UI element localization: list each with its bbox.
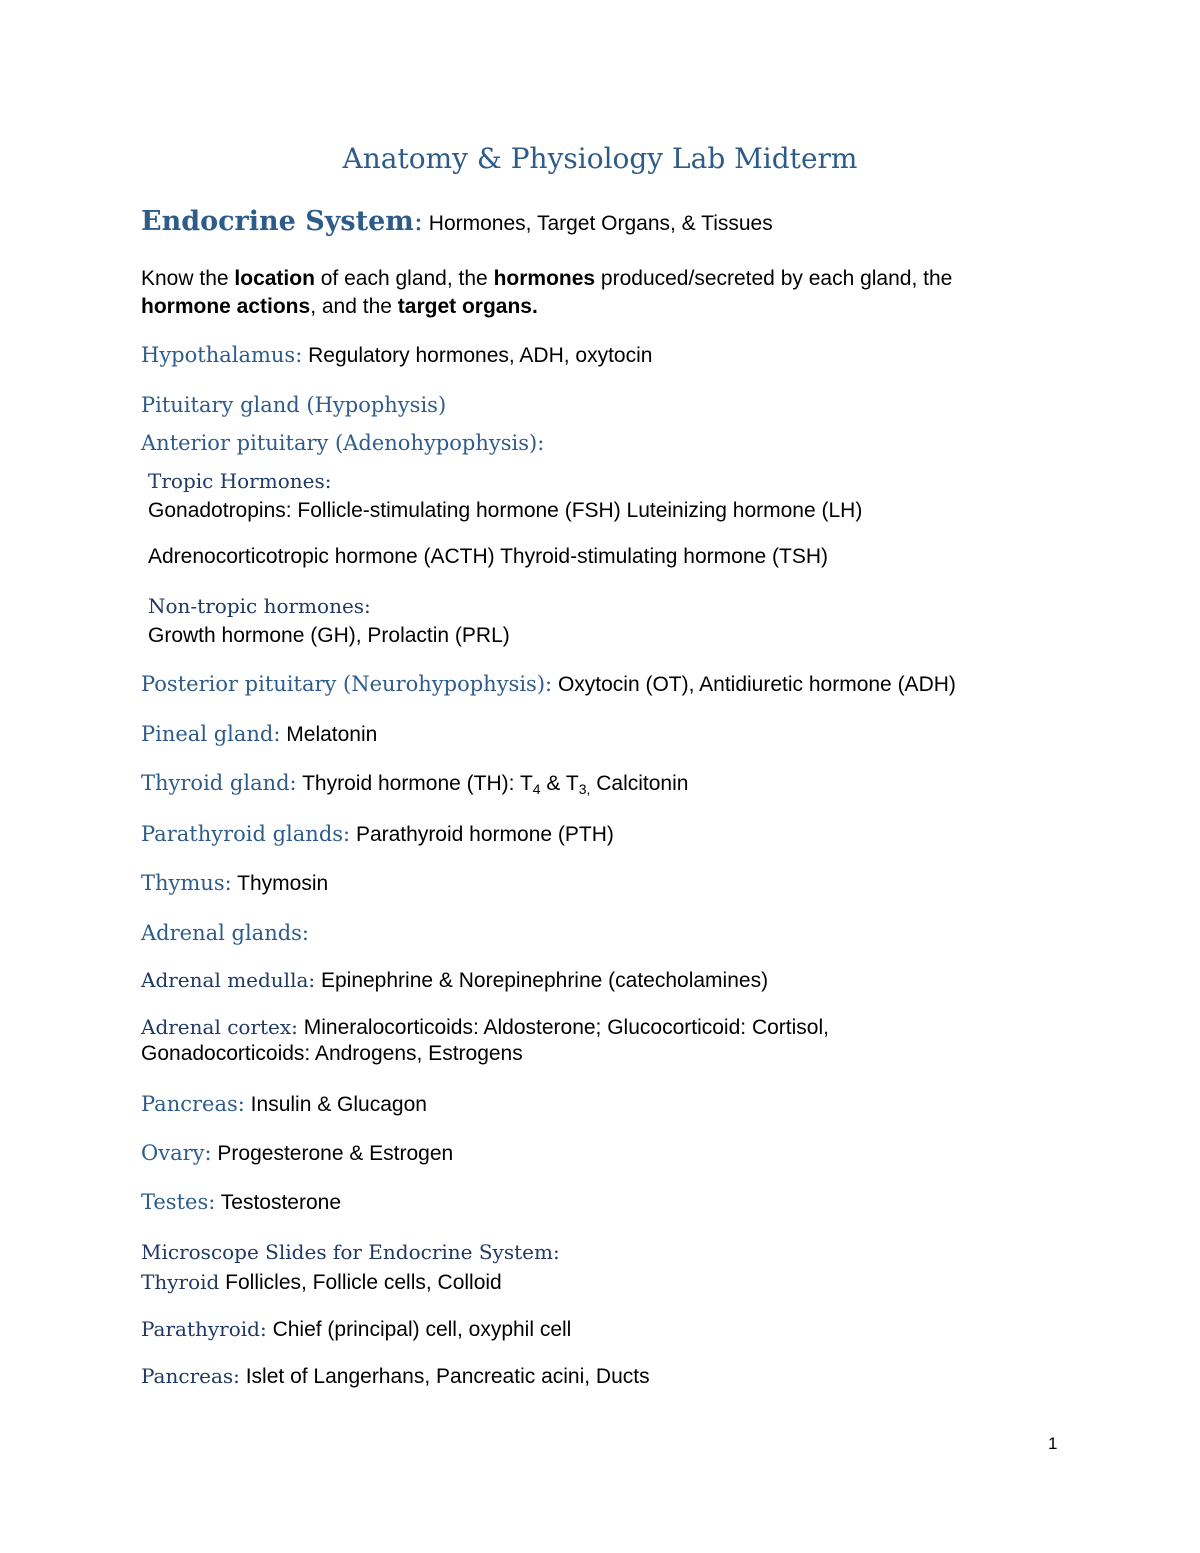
- intro-text: of each gland, the: [314, 267, 494, 290]
- adrenal-label: Adrenal glands:: [141, 921, 310, 945]
- slide-parathyroid-label: Parathyroid:: [141, 1317, 267, 1341]
- intro-bold-hormones: hormones: [493, 267, 596, 290]
- tropic-label-line: [148, 469, 331, 494]
- pineal-label: Pineal gland:: [141, 722, 281, 746]
- testes-label: Testes:: [141, 1190, 216, 1214]
- cortex-line-2: Gonadocorticoids: Androgens, Estrogens: [141, 1042, 523, 1065]
- intro-text: Know the: [141, 267, 235, 290]
- slide-pancreas-line: [141, 1364, 650, 1389]
- heading-rest: Hormones, Target Organs, & Tissues: [422, 212, 773, 235]
- posterior-line: [141, 672, 956, 697]
- parathyroid-line: [141, 822, 614, 847]
- section-heading: [141, 206, 773, 237]
- tropic-label: Tropic Hormones:: [148, 469, 332, 493]
- thyroid-subscript: 4: [532, 781, 541, 797]
- thyroid-text: & T: [540, 772, 579, 795]
- intro-bold-target: target organs.: [397, 295, 538, 318]
- medulla-line: [141, 968, 768, 993]
- pineal-text: Melatonin: [280, 723, 378, 746]
- thyroid-label: Thyroid gland:: [141, 771, 297, 795]
- parathyroid-text: Parathyroid hormone (PTH): [350, 823, 614, 846]
- hypothalamus-label: Hypothalamus:: [141, 343, 303, 367]
- slide-parathyroid-line: [141, 1317, 571, 1342]
- heading-colon: :: [413, 206, 423, 237]
- medulla-label: Adrenal medulla:: [141, 968, 316, 992]
- cortex-label: Adrenal cortex:: [141, 1015, 298, 1039]
- nontropic-line-1: Growth hormone (GH), Prolactin (PRL): [148, 624, 510, 647]
- intro-line-1: [141, 267, 952, 291]
- thymus-text: Thymosin: [231, 872, 329, 895]
- tropic-line-2: Adrenocorticotropic hormone (ACTH) Thyroid-stimulating hormone (TSH): [148, 545, 829, 568]
- ovary-line: [141, 1141, 453, 1166]
- pancreas-text: Insulin & Glucagon: [244, 1093, 427, 1116]
- page-title: Anatomy & Physiology Lab Midterm: [342, 142, 858, 175]
- posterior-label: Posterior pituitary (Neurohypophysis):: [141, 672, 553, 696]
- thymus-label: Thymus:: [141, 871, 232, 895]
- cortex-line-1: [141, 1015, 829, 1040]
- hypothalamus-text: Regulatory hormones, ADH, oxytocin: [302, 344, 653, 367]
- slides-heading: Microscope Slides for Endocrine System:: [141, 1240, 560, 1264]
- pituitary-label: Pituitary gland (Hypophysis): [141, 393, 447, 417]
- heading-label: Endocrine System: [141, 206, 414, 237]
- hypothalamus-line: [141, 343, 652, 368]
- intro-bold-location: location: [234, 267, 315, 290]
- pancreas-line: [141, 1092, 427, 1117]
- thymus-line: [141, 871, 328, 896]
- slides-heading-line: [141, 1240, 560, 1265]
- parathyroid-label: Parathyroid glands:: [141, 822, 351, 846]
- thyroid-text: Calcitonin: [590, 772, 689, 795]
- medulla-text: Epinephrine & Norepinephrine (catecholamines): [315, 969, 769, 992]
- page-number: 1: [1048, 1434, 1058, 1453]
- slide-parathyroid-text: Chief (principal) cell, oxyphil cell: [266, 1318, 572, 1341]
- intro-text: , and the: [310, 295, 398, 318]
- intro-bold-actions: hormone actions: [141, 295, 311, 318]
- anterior-line: [141, 431, 544, 456]
- thyroid-subscript: 3,: [578, 781, 591, 797]
- ovary-text: Progesterone & Estrogen: [211, 1142, 454, 1165]
- anterior-label: Anterior pituitary (Adenohypophysis):: [141, 431, 545, 455]
- nontropic-label-line: [148, 594, 371, 619]
- posterior-text: Oxytocin (OT), Antidiuretic hormone (ADH): [552, 673, 956, 696]
- slide-thyroid-text: Follicles, Follicle cells, Colloid: [219, 1271, 502, 1294]
- tropic-line-1: Gonadotropins: Follicle-stimulating hormone (FSH) Luteinizing hormone (LH): [148, 499, 863, 522]
- testes-line: [141, 1190, 341, 1215]
- slide-thyroid-line: [141, 1270, 502, 1295]
- pituitary-line: [141, 393, 446, 418]
- slide-thyroid-label: Thyroid: [141, 1270, 220, 1294]
- slide-pancreas-label: Pancreas:: [141, 1364, 240, 1388]
- adrenal-line: [141, 921, 309, 946]
- pineal-line: [141, 722, 377, 747]
- thyroid-text: Thyroid hormone (TH): T: [296, 772, 533, 795]
- ovary-label: Ovary:: [141, 1141, 212, 1165]
- nontropic-label: Non-tropic hormones:: [148, 594, 371, 618]
- thyroid-line: [141, 771, 688, 797]
- pancreas-label: Pancreas:: [141, 1092, 245, 1116]
- intro-line-2: [141, 295, 538, 319]
- slide-pancreas-text: Islet of Langerhans, Pancreatic acini, Ducts: [239, 1365, 650, 1388]
- cortex-text: Mineralocorticoids: Aldosterone; Glucocorticoid: Cortisol,: [297, 1016, 829, 1039]
- testes-text: Testosterone: [215, 1191, 342, 1214]
- intro-text: produced/secreted by each gland, the: [595, 267, 953, 290]
